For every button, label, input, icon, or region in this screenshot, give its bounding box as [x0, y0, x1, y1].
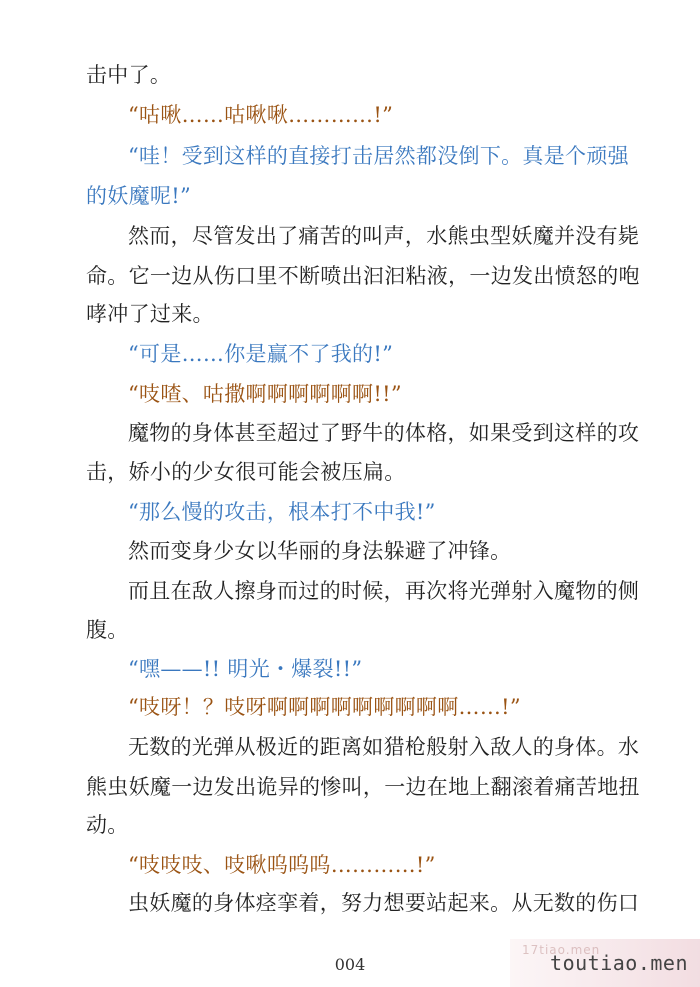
text-line: 虫妖魔的身体痉挛着，努力想要站起来。从无数的伤口 [128, 891, 640, 915]
dialogue-line: “哇！受到这样的直接打击居然都没倒下。真是个顽强 [128, 144, 629, 168]
dialogue-line: “吱吱吱、吱啾呜呜呜…………!” [128, 853, 436, 877]
text-line: 哮冲了过来。 [86, 302, 214, 326]
text-line: 而且在敌人擦身而过的时候，再次将光弹射入魔物的侧 [128, 579, 640, 603]
text-line: 击中了。 [86, 63, 172, 87]
text-line: 腹。 [86, 618, 129, 642]
text-line: 无数的光弹从极近的距离如猎枪般射入敌人的身体。水 [128, 735, 640, 759]
text-line: 然而，尽管发出了痛苦的叫声，水熊虫型妖魔并没有毙 [128, 224, 640, 248]
watermark-faint-text: 17tiao.men [522, 943, 601, 957]
dialogue-line: “咕啾……咕啾啾…………!” [128, 103, 394, 127]
text-line: 然而变身少女以华丽的身法躲避了冲锋。 [128, 539, 512, 563]
dialogue-line: “可是……你是赢不了我的!” [128, 342, 394, 366]
watermark [510, 939, 700, 987]
text-line: 命。它一边从伤口里不断喷出汩汩粘液，一边发出愤怒的咆 [86, 264, 640, 288]
page-number: 004 [334, 955, 366, 974]
text-line: 魔物的身体甚至超过了野牛的体格，如果受到这样的攻 [128, 421, 640, 445]
dialogue-line: “那么慢的攻击，根本打不中我!” [128, 500, 436, 524]
text-line: 动。 [86, 813, 129, 837]
text-line: 击，娇小的少女很可能会被压扁。 [86, 460, 406, 484]
dialogue-line: “吱呀！？吱呀啊啊啊啊啊啊啊啊啊……!” [128, 695, 521, 719]
dialogue-line: 的妖魔呢!” [86, 184, 191, 208]
dialogue-line: “吱喳、咕撒啊啊啊啊啊啊!!” [128, 382, 402, 406]
dialogue-line: “嘿——!! 明光・爆裂!!” [128, 657, 363, 681]
watermark-text: toutiao.men [550, 951, 688, 975]
text-line: 熊虫妖魔一边发出诡异的惨叫，一边在地上翻滚着痛苦地扭 [86, 775, 640, 799]
